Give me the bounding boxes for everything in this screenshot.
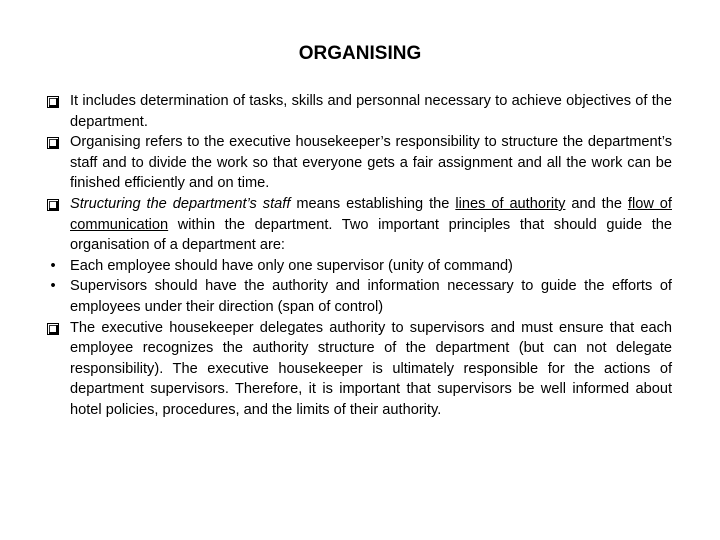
bullet-list <box>46 91 672 421</box>
text-segment: means establishing the <box>290 195 456 212</box>
square-bullet-icon <box>46 136 60 150</box>
list-item-text: Supervisors should have the authority and information necessary to guide the efforts of employees under their direction (span of control) <box>70 278 672 315</box>
underlined-term-lines-of-authority: lines of authority <box>455 195 566 212</box>
list-item <box>46 91 672 132</box>
list-item <box>46 256 672 277</box>
underlined-term-flow-of-communication: flow of communication <box>70 195 672 233</box>
page-title: ORGANISING <box>298 43 422 64</box>
list-item <box>46 194 672 256</box>
list-item-text: Each employee should have only one supervisor (unity of command) <box>70 257 513 274</box>
text-segment: and the <box>565 195 628 212</box>
round-bullet: • <box>50 257 56 274</box>
list-item-text: It includes determination of tasks, skills and personnal necessary to achieve objectives of the department. <box>70 93 672 130</box>
list-item-text <box>70 196 672 253</box>
list-item <box>46 318 672 421</box>
round-bullet: • <box>50 278 56 295</box>
list-item <box>46 132 672 194</box>
text-segment: within the department. Two important principles that should guide the organisation of a department are: <box>70 216 672 254</box>
italic-lead: Structuring the department’s staff <box>70 195 291 212</box>
square-bullet-icon <box>46 322 60 336</box>
list-item-text: The executive housekeeper delegates authority to supervisors and must ensure that each employee recognizes the authority structure of the department (but can not delegate responsibility). The executive housekeeper is ultimately responsible for the actions of department supervisors. Therefore, it is important that supervisors be well informed about hotel policies, procedures, and the limits of their authority. <box>70 319 672 418</box>
square-bullet-icon <box>46 95 60 109</box>
list-item-text: Organising refers to the executive housekeeper’s responsibility to structure the department’s staff and to divide the work so that everyone gets a fair assignment and all the work can be finished efficiently and on time. <box>70 134 672 192</box>
list-item <box>46 276 672 317</box>
square-bullet-icon <box>46 198 60 212</box>
